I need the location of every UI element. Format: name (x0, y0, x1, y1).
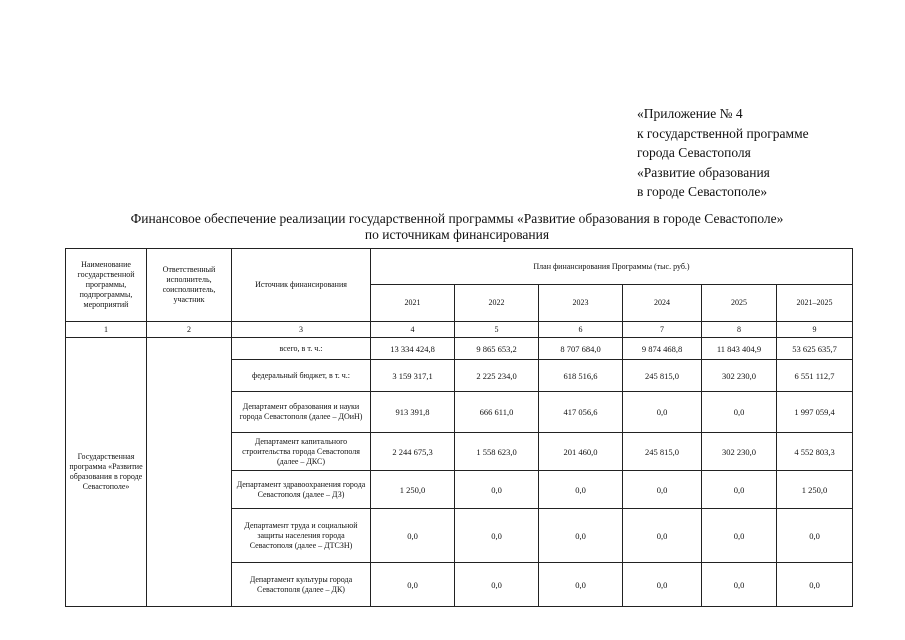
source-cell: Департамент образования и науки города Севастополя (далее – ДОиН) (232, 392, 371, 433)
header-executor: Ответственный исполнитель, соисполнитель, участник (147, 249, 232, 322)
appendix-line: «Приложение № 4 (637, 106, 743, 121)
column-number: 5 (455, 322, 539, 338)
value-cell: 2 244 675,3 (371, 433, 455, 471)
executor-cell (147, 338, 232, 607)
value-cell: 9 874 468,8 (623, 338, 702, 360)
value-cell: 913 391,8 (371, 392, 455, 433)
value-cell: 0,0 (623, 509, 702, 563)
header-plan: План финансирования Программы (тыс. руб.) (371, 249, 853, 285)
source-cell: Департамент здравоохранения города Севастополя (далее – ДЗ) (232, 471, 371, 509)
column-number: 8 (702, 322, 777, 338)
value-cell: 53 625 635,7 (777, 338, 853, 360)
title-line-2: по источникам финансирования (364, 227, 550, 242)
source-cell: Департамент труда и социальной защиты населения города Севастополя (далее – ДТСЗН) (232, 509, 371, 563)
column-number: 2 (147, 322, 232, 338)
program-name: Государственная программа «Развитие образования в городе Севастополе» (69, 452, 143, 491)
value-cell: 1 997 059,4 (777, 392, 853, 433)
source-cell: всего, в т. ч.: (232, 338, 371, 360)
value-cell: 0,0 (539, 563, 623, 607)
value-cell: 0,0 (371, 509, 455, 563)
value-cell: 2 225 234,0 (455, 360, 539, 392)
value-cell: 6 551 112,7 (777, 360, 853, 392)
value-cell: 0,0 (702, 392, 777, 433)
value-cell: 618 516,6 (539, 360, 623, 392)
value-cell: 0,0 (623, 392, 702, 433)
value-cell: 0,0 (777, 509, 853, 563)
value-cell: 0,0 (539, 509, 623, 563)
value-cell: 0,0 (623, 563, 702, 607)
value-cell: 13 334 424,8 (371, 338, 455, 360)
header-year: 2023 (539, 285, 623, 322)
value-cell: 245 815,0 (623, 360, 702, 392)
source-cell: Департамент культуры города Севастополя (далее – ДК) (232, 563, 371, 607)
value-cell: 0,0 (455, 509, 539, 563)
appendix-line: к государственной программе (637, 125, 809, 141)
appendix-line: «Развитие образования (637, 164, 770, 180)
source-cell: Департамент капитального строительства города Севастополя (далее – ДКС) (232, 433, 371, 471)
column-number: 7 (623, 322, 702, 338)
header-year: 2021–2025 (777, 285, 853, 322)
value-cell: 0,0 (455, 471, 539, 509)
value-cell: 11 843 404,9 (702, 338, 777, 360)
column-number: 6 (539, 322, 623, 338)
appendix-line: города Севастополя (637, 145, 751, 160)
value-cell: 1 250,0 (371, 471, 455, 509)
title-line-1: Финансовое обеспечение реализации государственной программы «Развитие образования в городе Севастополе» (130, 211, 784, 226)
table-row (66, 338, 853, 360)
column-number: 4 (371, 322, 455, 338)
appendix-line: в городе Севастополе» (637, 184, 768, 199)
value-cell: 1 558 623,0 (455, 433, 539, 471)
value-cell: 302 230,0 (702, 433, 777, 471)
column-number: 1 (66, 322, 147, 338)
header-year: 2025 (702, 285, 777, 322)
header-year: 2024 (623, 285, 702, 322)
table-body (66, 249, 853, 607)
header-row (66, 249, 853, 285)
value-cell: 0,0 (702, 509, 777, 563)
header-year: 2021 (371, 285, 455, 322)
value-cell: 417 056,6 (539, 392, 623, 433)
value-cell: 3 159 317,1 (371, 360, 455, 392)
header-year: 2022 (455, 285, 539, 322)
value-cell: 9 865 653,2 (455, 338, 539, 360)
value-cell: 0,0 (455, 563, 539, 607)
value-cell: 201 460,0 (539, 433, 623, 471)
value-cell: 8 707 684,0 (539, 338, 623, 360)
value-cell: 4 552 803,3 (777, 433, 853, 471)
column-number: 9 (777, 322, 853, 338)
financing-table (65, 248, 853, 607)
value-cell: 0,0 (623, 471, 702, 509)
value-cell: 0,0 (702, 563, 777, 607)
value-cell: 0,0 (702, 471, 777, 509)
program-name-cell (66, 338, 147, 607)
value-cell: 245 815,0 (623, 433, 702, 471)
source-cell: федеральный бюджет, в т. ч.: (232, 360, 371, 392)
value-cell: 1 250,0 (777, 471, 853, 509)
value-cell: 0,0 (539, 471, 623, 509)
header-name: Наименование государственной программы, подпрограммы, мероприятий (66, 249, 147, 322)
value-cell: 666 611,0 (455, 392, 539, 433)
header-source: Источник финансирования (232, 249, 371, 322)
column-number: 3 (232, 322, 371, 338)
document-title (62, 211, 852, 243)
column-number-row (66, 322, 853, 338)
appendix-block (637, 104, 809, 202)
value-cell: 0,0 (371, 563, 455, 607)
value-cell: 0,0 (777, 563, 853, 607)
value-cell: 302 230,0 (702, 360, 777, 392)
